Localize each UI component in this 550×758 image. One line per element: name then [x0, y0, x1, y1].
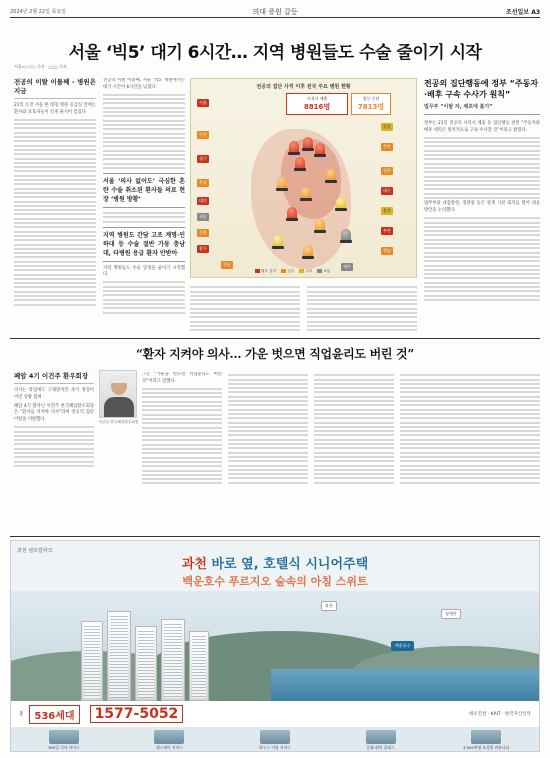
feature-label: 3,500여평 조경형 커뮤니티	[463, 744, 510, 750]
ad-headline-text: 바로 옆, 호텔식 시니어주택	[211, 557, 369, 572]
ad-subheadline: 백운호수 푸르지오 숲속의 아침 스위트	[182, 575, 368, 588]
second-paragraph: 폐암 4기 환자인 이건주 한국폐암환우회장은 “환자를 지켜야 의사”라며 전공의 집단 이탈을 비판했다.	[14, 403, 94, 423]
right-column-article	[424, 78, 540, 348]
right-paragraph: 법무부와 대검찰청, 경찰청 등은 관계 기관 회의를 열어 대응 방안을 논의했다.	[424, 201, 540, 214]
ad-feature-strip	[11, 727, 539, 752]
publication-page	[363, 7, 540, 16]
legend-item: 보통	[323, 269, 331, 273]
second-paragraph: 그는 “가운을 벗으면 직업윤리도 버린 것”이라고 말했다.	[142, 372, 222, 384]
main-article-column-1	[14, 78, 96, 340]
region-label: 전남	[223, 262, 231, 267]
siren-icon	[336, 197, 346, 209]
interviewee-photo	[99, 370, 137, 418]
publication-name: 조선일보	[505, 9, 530, 16]
region-label: 강원	[383, 124, 391, 129]
right-headline: 전공의 집단행동에 정부 “주동자·배후 구속 수사가 원칙”	[424, 79, 539, 99]
second-article-column-4	[314, 372, 394, 532]
ad-headline-prefix: 과천	[181, 557, 207, 572]
housekeeping-icon	[260, 730, 290, 744]
stat-value: 8816명	[303, 103, 331, 111]
stat-label: 사직서 제출	[306, 96, 328, 101]
hospital-status-infographic	[190, 78, 417, 278]
siren-icon	[303, 137, 313, 149]
dining-icon	[49, 730, 79, 744]
siren-icon	[273, 235, 283, 247]
garden-community-icon	[471, 730, 501, 744]
main-byline: 서울=○○○ 기자 · △△△ 기자	[14, 64, 67, 69]
region-label: 충남	[199, 180, 207, 185]
issue-date: 2024년 2월 22일 목요일	[10, 9, 67, 15]
region-label: 대전	[199, 198, 207, 203]
legend-item: 매우 심각	[261, 269, 277, 273]
siren-icon	[289, 141, 299, 153]
region-label: 경기	[199, 156, 207, 161]
section-name: 의대 증원 갈등	[252, 7, 298, 16]
main-paragraph: 21일 오전 서울 한 대형 병원 응급실 앞에는 환자와 보호자들이 길게 줄지어 있었다.	[14, 103, 96, 115]
infographic-legend	[251, 269, 330, 274]
ad-contact-bar	[11, 701, 539, 727]
total-units-count: 536세대	[29, 705, 79, 724]
siren-icon	[295, 157, 305, 169]
feature-label: 하우스 키핑 서비스	[259, 744, 291, 750]
siren-icon	[315, 219, 325, 231]
main-paragraph: 지역 병원들도 수술 일정을 줄이기 시작했다.	[103, 265, 185, 278]
building-illustration	[189, 631, 209, 701]
ad-headline	[11, 553, 539, 572]
section-divider	[10, 338, 540, 339]
stat-box-resignations	[286, 93, 348, 115]
right-subhead: 법무부 “이탈 자, 체포에 불가”	[424, 103, 540, 115]
feature-label: 문화·취미 클래스	[366, 744, 395, 750]
right-paragraph: 정부는 21일 전공의 사직서 제출 등 집단행동 관련 “주동자와 배후 세력은 원칙적으로 구속 수사할 것”이라고 밝혔다.	[424, 121, 540, 133]
region-label: 광주	[199, 246, 207, 251]
real-estate-advertisement	[10, 540, 540, 752]
siren-icon	[326, 169, 336, 181]
siren-icon	[341, 229, 351, 241]
stat-value: 7813명	[357, 103, 385, 111]
main-sidehead: 서울 ‘의사 없어도’ 극심한 혼란 수술 취소된 환자들 의료 현장 ‘병원 방황’	[103, 173, 185, 208]
main-article-column-2	[103, 78, 185, 340]
main-article-column-4	[307, 284, 417, 340]
feature-item	[353, 730, 409, 751]
ad-sponsor-logos: 대우건설 · KAIT · 한국자산신탁	[468, 712, 531, 717]
legend-item: 주의	[305, 269, 313, 273]
feature-label: 365일 식사 서비스	[47, 744, 80, 750]
feature-item	[141, 730, 197, 751]
region-label: 서울	[199, 100, 207, 105]
healthcare-icon	[154, 730, 184, 744]
second-article-column-5	[400, 372, 540, 532]
region-label: 전북	[199, 230, 207, 235]
photo-caption: 이건주 한국폐암환우회장	[99, 420, 139, 424]
location-tag: 백운호수	[391, 641, 414, 651]
page-number: A3	[531, 9, 541, 16]
building-illustration	[81, 621, 103, 701]
main-paragraph: 전공의 이탈 이틀째, 서울 ‘빅5’ 병원에서는 대기 시간이 6시간을 넘겼다.	[103, 78, 185, 90]
total-units-label: 총	[19, 712, 24, 717]
building-illustration	[107, 611, 131, 701]
second-article-column-3	[228, 372, 308, 532]
siren-icon	[303, 245, 313, 257]
building-illustration	[161, 619, 185, 701]
legend-item: 심각	[287, 269, 295, 273]
feature-label: 헬스케어 서비스	[155, 744, 183, 750]
second-article-column-2	[142, 372, 222, 532]
region-label: 경남	[383, 248, 391, 253]
feature-item	[247, 730, 303, 751]
second-article-intro	[14, 372, 94, 532]
main-headline: 서울 ‘빅5’ 대기 6시간… 지역 병원들도 수술 줄이기 시작	[68, 43, 482, 63]
siren-icon	[315, 143, 325, 155]
ad-divider	[10, 536, 540, 537]
second-subhead-2: 의사는 라임에도 구제받지만 과거 정형이 이번 상황 불허	[14, 388, 94, 400]
main-article-column-3	[190, 284, 300, 340]
region-label: 제주	[343, 264, 351, 269]
region-label: 충북	[383, 144, 391, 149]
region-label: 부산	[383, 228, 391, 233]
infographic-title: 전공의 집단 사직 이후 전국 주요 병원 현황	[256, 84, 351, 90]
feature-item	[36, 730, 92, 751]
region-label: 울산	[383, 208, 391, 213]
stat-box-absence	[351, 93, 391, 115]
second-subhead: 폐암 4기 이건주 환우회장	[14, 372, 94, 384]
ad-brand-logo: 과천 센트럴파크	[17, 548, 53, 554]
ad-phone-number: 1577-5052	[90, 705, 184, 723]
feature-item	[458, 730, 514, 751]
main-sidehead-2: 지역 병원도 간담 고조 계명·인하대 등 수술 절반 가동 충남대, 타병원 응급 환자 안받아	[103, 227, 185, 262]
culture-class-icon	[366, 730, 396, 744]
stat-label: 업무 중단	[362, 96, 380, 101]
siren-icon	[301, 187, 311, 199]
second-headline: “환자 지켜야 의사… 가운 벗으면 직업윤리도 버린 것”	[136, 347, 414, 361]
region-label: 대구	[383, 188, 391, 193]
region-label: 세종	[199, 214, 207, 219]
region-label: 인천	[199, 132, 207, 137]
building-illustration	[135, 626, 157, 701]
siren-icon	[287, 207, 297, 219]
location-tag: 청계산	[441, 609, 461, 619]
location-tag: 과천	[321, 601, 337, 611]
main-subhead: 전공의 이탈 이틀째 - 병원은 지금	[14, 78, 96, 99]
siren-icon	[277, 177, 287, 189]
region-label: 경북	[383, 168, 391, 173]
lake-illustration	[271, 669, 539, 701]
page-masthead	[10, 6, 540, 18]
